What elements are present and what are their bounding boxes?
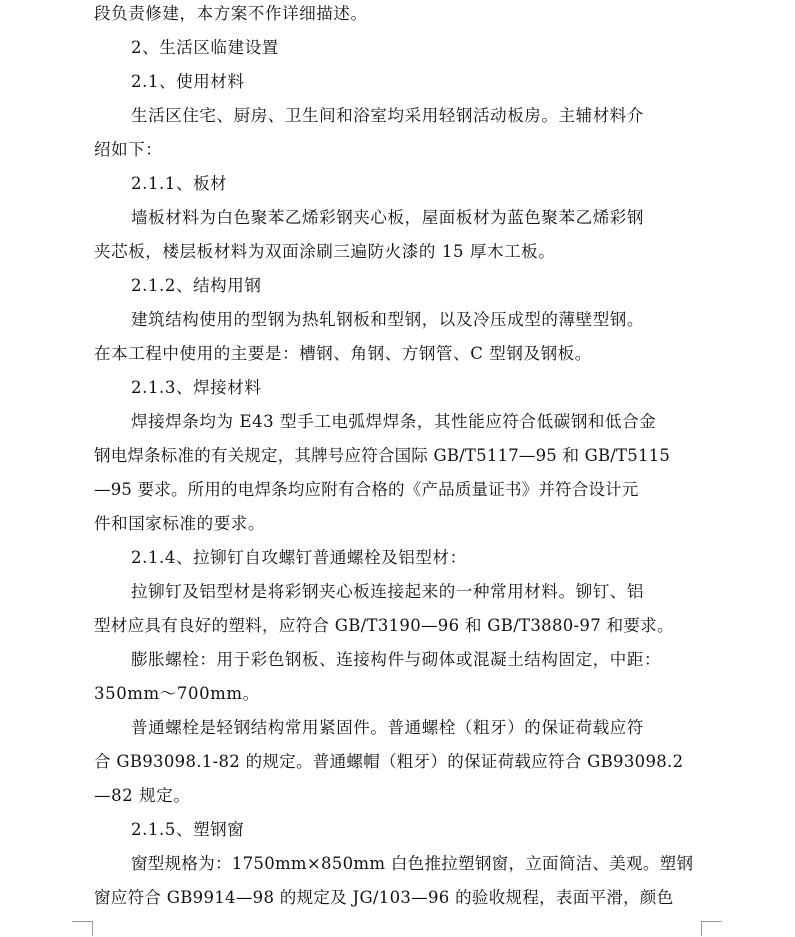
section-heading: 2.1.1、板材 [131,174,228,193]
text-line: 绍如下： [94,140,163,159]
section-heading: 2.1.5、塑钢窗 [131,820,245,839]
text-line: 膨胀螺栓：用于彩色钢板、连接构件与砌体或混凝土结构固定，中距： [131,650,662,669]
section-heading: 2.1.2、结构用钢 [131,276,262,295]
section-heading: 2、生活区临建设置 [131,38,279,57]
text-line: 拉铆钉及铝型材是将彩钢夹心板连接起来的一种常用材料。铆钉、铝 [131,582,644,601]
text-line: 窗应符合 GB9914—98 的规定及 JG/103—96 的验收规程，表面平滑，颜色 [94,888,674,907]
text-line: —82 规定。 [94,786,191,805]
text-line: 件和国家标准的要求。 [94,514,265,533]
text-line: 焊接焊条均为 E43 型手工电弧焊焊条，其性能应符合低碳钢和低合金 [131,412,657,431]
text-line: 在本工程中使用的主要是：槽钢、角钢、方钢管、C 型钢及钢板。 [94,344,592,363]
text-line: 建筑结构使用的型钢为热轧钢板和型钢，以及冷压成型的薄壁型钢。 [131,310,644,329]
text-line: 350mm～700mm。 [94,684,260,703]
text-line: 型材应具有良好的塑料，应符合 GB/T3190—96 和 GB/T3880-97 和要求。 [94,616,674,635]
margin-corner-mark [701,921,722,936]
text-line: 合 GB93098.1-82 的规定。普通螺帽（粗牙）的保证荷载应符合 GB93098.2 [94,752,684,771]
text-line: 夹芯板，楼层板材料为双面涂刷三遍防火漆的 15 厚木工板。 [94,242,556,261]
text-line: 墙板材料为白色聚苯乙烯彩钢夹心板，屋面板材为蓝色聚苯乙烯彩钢 [131,208,644,227]
text-line: 生活区住宅、厨房、卫生间和浴室均采用轻钢活动板房。主辅材料介 [131,106,644,125]
text-line: —95 要求。所用的电焊条均应附有合格的《产品质量证书》并符合设计元 [94,480,639,499]
text-line: 普通螺栓是轻钢结构常用紧固件。普通螺栓（粗牙）的保证荷载应符 [131,718,644,737]
margin-corner-mark [72,921,93,936]
text-line: 窗型规格为：1750mm×850mm 白色推拉塑钢窗，立面简洁、美观。塑钢 [131,854,694,873]
section-heading: 2.1、使用材料 [131,72,245,91]
text-line: 钢电焊条标准的有关规定，其牌号应符合国际 GB/T5117—95 和 GB/T5115 [94,446,671,465]
section-heading: 2.1.3、焊接材料 [131,378,262,397]
section-heading: 2.1.4、拉铆钉自攻螺钉普通螺栓及铝型材： [131,548,467,567]
text-line: 段负责修建，本方案不作详细描述。 [94,4,368,23]
